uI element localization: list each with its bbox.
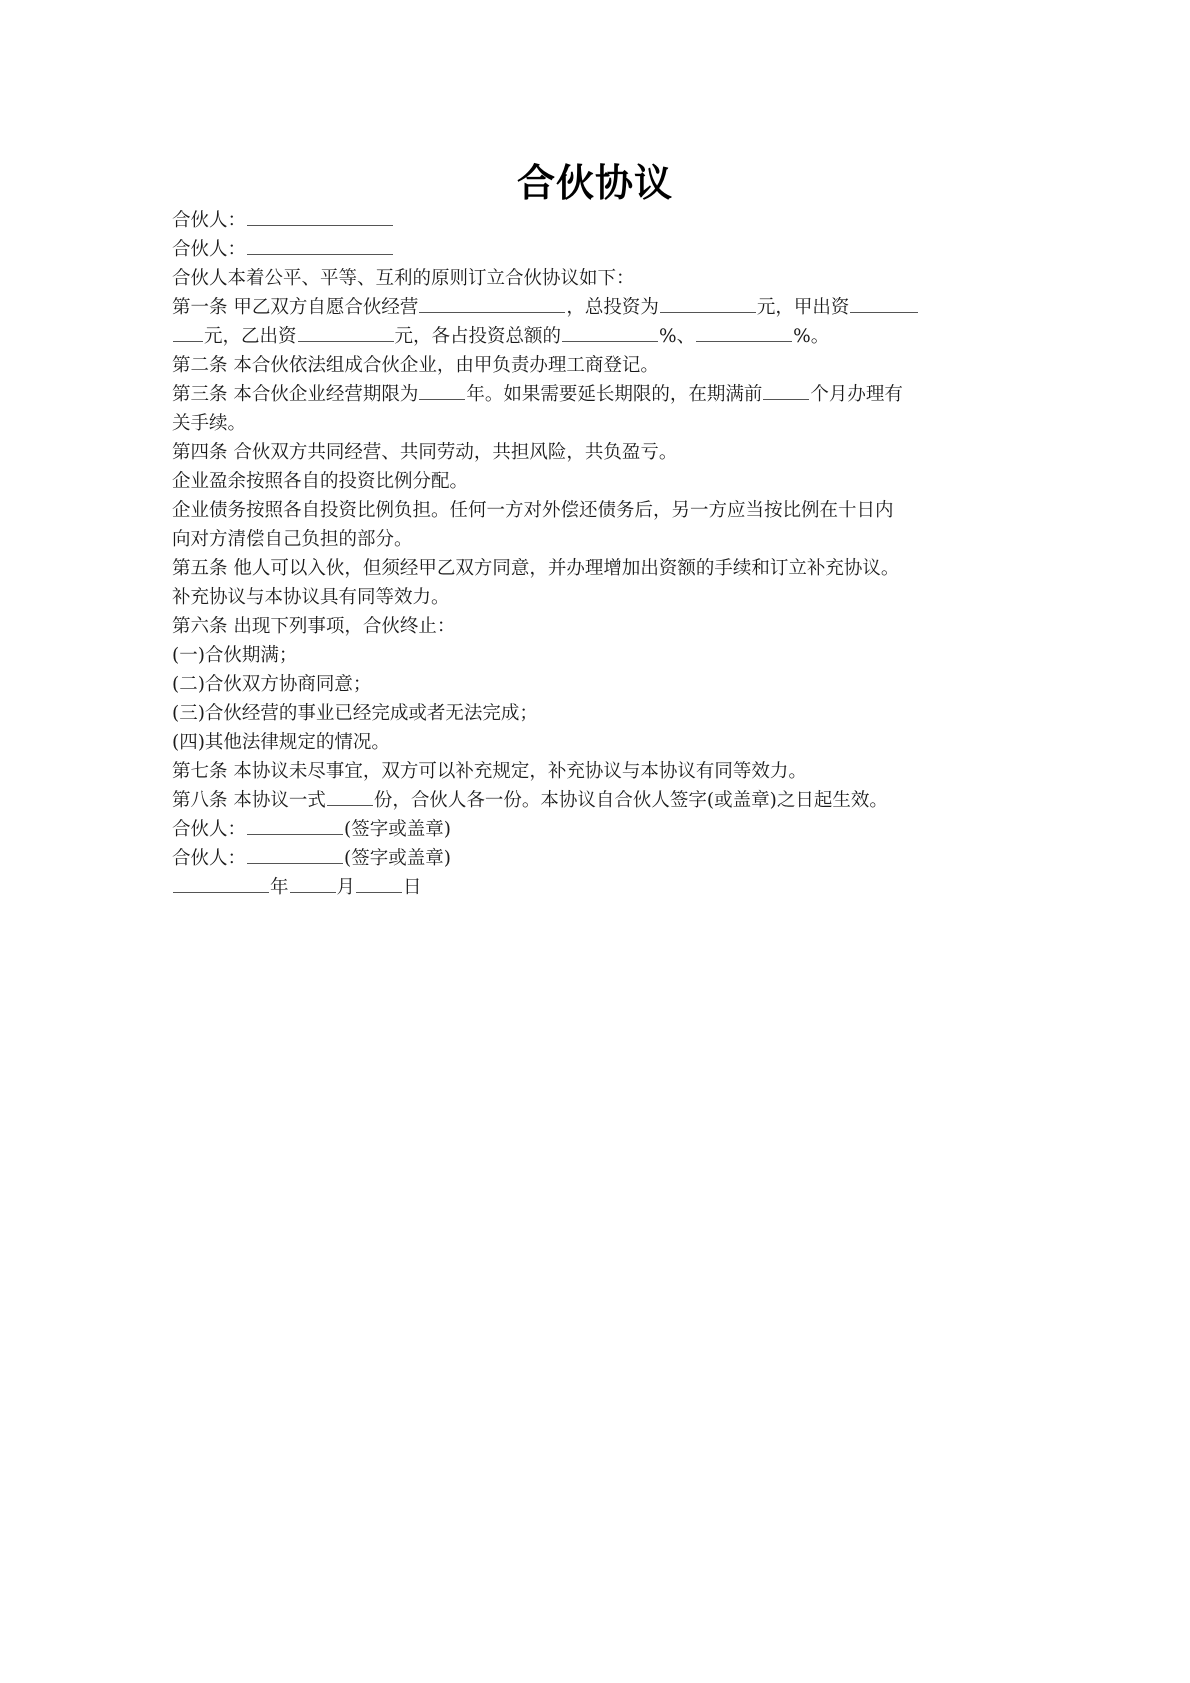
article-2: 第二条 本合伙依法组成合伙企业，由甲负责办理工商登记。 bbox=[172, 355, 659, 376]
document-title: 合伙协议 bbox=[516, 160, 673, 205]
article-1-line-2 bbox=[172, 322, 944, 351]
article-3-text: 年。如果需要延长期限的，在期满前 bbox=[466, 384, 763, 405]
term-years-blank[interactable] bbox=[419, 382, 465, 400]
article-7: 第七条 本协议未尽事宜，双方可以补充规定，补充协议与本协议有同等效力。 bbox=[172, 761, 807, 782]
article-1-text: 元，甲出资 bbox=[756, 297, 850, 318]
copies-blank[interactable] bbox=[327, 788, 373, 806]
article-3-line-1 bbox=[172, 380, 944, 409]
signature-blank[interactable] bbox=[247, 846, 343, 864]
party-a-investment-blank-cont[interactable] bbox=[173, 324, 203, 342]
month-blank[interactable] bbox=[290, 875, 336, 893]
month-label: 月 bbox=[336, 877, 356, 898]
party-name-blank[interactable] bbox=[247, 237, 393, 255]
termination-item-3: (三)合伙经营的事业已经完成或者无法完成； bbox=[172, 703, 538, 724]
party-line-1 bbox=[172, 206, 944, 235]
party-label: 合伙人： bbox=[172, 239, 247, 260]
article-5-line-2: 补充协议与本协议具有同等效力。 bbox=[172, 587, 450, 608]
debt-clause-line-2: 向对方清偿自己负担的部分。 bbox=[172, 529, 413, 550]
signature-suffix: (签字或盖章) bbox=[344, 819, 451, 840]
termination-item-4: (四)其他法律规定的情况。 bbox=[172, 732, 390, 753]
article-1-text: ，总投资为 bbox=[566, 297, 659, 318]
signature-line-2 bbox=[172, 844, 944, 873]
months-before-blank[interactable] bbox=[763, 382, 809, 400]
party-name-blank[interactable] bbox=[247, 208, 393, 226]
date-line bbox=[172, 873, 944, 902]
article-1-text: 元，乙出资 bbox=[204, 326, 297, 347]
share-a-blank[interactable] bbox=[562, 324, 658, 342]
article-1-text: 第一条 甲乙双方自愿合伙经营 bbox=[172, 297, 419, 318]
document-body bbox=[172, 206, 944, 902]
article-5-line-1: 第五条 他人可以入伙，但须经甲乙双方同意，并办理增加出资额的手续和订立补充协议。 bbox=[172, 558, 900, 579]
party-line-2 bbox=[172, 235, 944, 264]
article-3-text: 个月办理有 bbox=[810, 384, 903, 405]
year-blank[interactable] bbox=[173, 875, 269, 893]
party-b-investment-blank[interactable] bbox=[298, 324, 394, 342]
article-8-text: 份，合伙人各一份。本协议自合伙人签字(或盖章)之日起生效。 bbox=[373, 790, 888, 811]
party-label: 合伙人： bbox=[172, 210, 247, 231]
preamble: 合伙人本着公平、平等、互利的原则订立合伙协议如下： bbox=[172, 268, 635, 289]
signature-label: 合伙人： bbox=[172, 848, 247, 869]
party-a-investment-blank[interactable] bbox=[850, 295, 918, 313]
termination-item-2: (二)合伙双方协商同意； bbox=[172, 674, 372, 695]
article-1-line-1 bbox=[172, 293, 944, 322]
signature-suffix: (签字或盖章) bbox=[344, 848, 451, 869]
signature-blank[interactable] bbox=[247, 817, 343, 835]
termination-item-1: (一)合伙期满； bbox=[172, 645, 298, 666]
article-3-line-2: 关手续。 bbox=[172, 413, 247, 434]
day-label: 日 bbox=[403, 877, 422, 898]
total-investment-blank[interactable] bbox=[660, 295, 756, 313]
article-1-text: %。 bbox=[793, 326, 830, 347]
year-label: 年 bbox=[270, 877, 289, 898]
article-1-text: 元，各占投资总额的 bbox=[394, 326, 562, 347]
profit-clause: 企业盈余按照各自的投资比例分配。 bbox=[172, 471, 469, 492]
article-3-text: 第三条 本合伙企业经营期限为 bbox=[172, 384, 419, 405]
article-8 bbox=[172, 786, 944, 815]
signature-label: 合伙人： bbox=[172, 819, 247, 840]
article-1-text: %、 bbox=[659, 326, 696, 347]
day-blank[interactable] bbox=[356, 875, 402, 893]
debt-clause-line-1: 企业债务按照各自投资比例负担。任何一方对外偿还债务后，另一方应当按比例在十日内 bbox=[172, 500, 894, 521]
article-4: 第四条 合伙双方共同经营、共同劳动，共担风险，共负盈亏。 bbox=[172, 442, 678, 463]
business-blank[interactable] bbox=[419, 295, 565, 313]
article-8-text: 第八条 本协议一式 bbox=[172, 790, 326, 811]
share-b-blank[interactable] bbox=[696, 324, 792, 342]
article-6: 第六条 出现下列事项，合伙终止： bbox=[172, 616, 456, 637]
signature-line-1 bbox=[172, 815, 944, 844]
